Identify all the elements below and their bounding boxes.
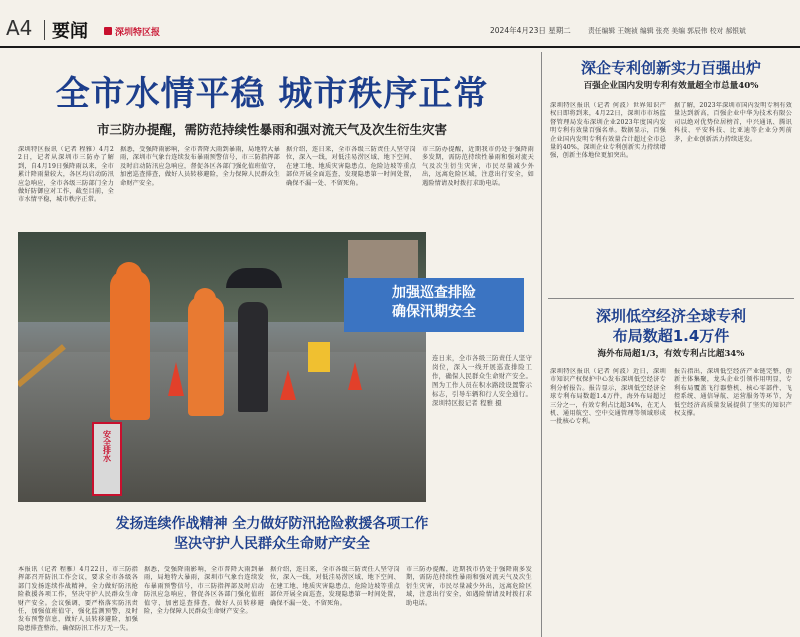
second-title: 发扬连续作战精神 全力做好防汛抢险救援各项工作 (115, 516, 429, 532)
right-bottom-subtitle: 海外布局超1/3，有效专利占比超34% (597, 349, 745, 359)
banner-line-2-display: 确保汛期安全 (392, 304, 476, 320)
right-top-body-1: 深圳特区报讯（记者 何波）世界知识产权日即将到来，4月22日，深圳市市场监督管理局发布深圳企业2023年度国内发明专利有效量百强名单。数据显示，百强企业国内发明专利有效量合计超过全市总量的40%，深圳企业专利创新实力持续增强，创新主体地位更加突出。 (550, 102, 666, 160)
issue-date: 2024年4月23日 星期二 (490, 26, 571, 35)
second-body-1: 本报讯（记者 程雅）4月22日，市三防指挥部召开防汛工作会议，要求全市各级各部门发扬连续作战精神，全力做好防汛抢险救援各项工作，坚决守护人民群众生命财产安全。会议强调，要严格落实防汛责任，加强值班值守，强化监测预警，及时发布预警信息，做好人员转移避险，加强隐患排查整治，确保防汛工作万无一失。 (18, 566, 138, 632)
second-subtitle: 坚决守护人民群众生命财产安全 (174, 536, 370, 552)
editor-credits: 责任编辑 王婉祯 编辑 张亮 美编 郭辰伟 校对 郝银斌 (588, 27, 746, 35)
pedestrian (238, 302, 268, 412)
second-body-4: 市三防办提醒，近期我市仍处于强降雨多发期，需防范持续性暴雨和强对流天气及次生衍生灾害，市民尽量减少外出，远离危险区域，注意出行安全，如遇险情请及时拨打求助电话。 (406, 566, 532, 607)
traffic-cone-2 (280, 370, 296, 400)
photo-banner-text-top (350, 284, 518, 322)
lead-photo (18, 232, 426, 502)
second-headline (12, 514, 532, 554)
lead-subtitle: 市三防办提醒，需防范持续性暴雨和强对流天气及次生衍生灾害 (96, 122, 447, 137)
photo-caption: 连日来，全市各级三防责任人坚守岗位，深入一线开展巡查排险工作，确保人民群众生命财产安全。图为工作人员在积水路段设置警示标志，引导车辆和行人安全通行。 深圳特区报记者 程雅 摄 (432, 354, 532, 407)
worker-1-head (116, 262, 142, 288)
second-body-2: 据悉，受强降雨影响，全市普降大雨到暴雨，局地特大暴雨，深圳市气象台连续发布暴雨预警信号，市三防指挥部及时启动防汛应急响应，督促各区各部门强化值班值守，加密巡查排查，做好人员转移避险，全力保障人民群众生命财产安全。 (144, 566, 264, 616)
right-bottom-headline (548, 306, 794, 361)
lead-body-2: 据介绍，连日来，全市各级三防责任人坚守岗位，深入一线，对低洼易涝区域、地下空间、在建工地、地质灾害隐患点、危险边坡等重点部位开展全面巡查，发现隐患第一时间处置，确保不漏一处、不留死角。 (286, 146, 416, 187)
lead-intro: 深圳特区报讯（记者 程雅）4月22日，记者从深圳市三防办了解到，自4月19日强降雨以来，全市累计降雨量较大，各区均启动防汛应急响应，全市各级三防部门全力做好防御应对工作，截至目前，全市水情平稳，城市秩序正常。 (18, 146, 114, 204)
second-body-3: 据介绍，连日来，全市各级三防责任人坚守岗位，深入一线，对低洼易涝区域、地下空间、在建工地、地质灾害隐患点、危险边坡等重点部位开展全面巡查，发现隐患第一时间处置，确保不漏一处、不留死角。 (270, 566, 400, 607)
warning-board (308, 342, 330, 372)
right-bottom-title: 深圳低空经济全球专利 (595, 307, 746, 325)
right-bottom-body-2: 报告指出，深圳低空经济产业链完整，创新主体集聚，龙头企业引领作用明显，专利布局覆盖飞行器整机、核心零部件、飞控系统、通信导航、运营服务等环节，为低空经济高质量发展提供了坚实的知识产权支撑。 (674, 368, 792, 418)
column-divider (541, 52, 542, 637)
header-rule (0, 46, 800, 48)
traffic-cone-3 (348, 362, 362, 390)
right-bottom-title-2: 布局数超1.4万件 (612, 327, 730, 345)
header-divider (44, 20, 45, 40)
drain-sign (92, 422, 122, 496)
drain-sign-text: 安全排水 (102, 430, 112, 462)
lead-body-1: 据悉，受强降雨影响，全市普降大雨到暴雨，局地特大暴雨，深圳市气象台连续发布暴雨预警信号，市三防指挥部及时启动防汛应急响应，督促各区各部门强化值班值守，加密巡查排查，做好人员转移避险，全力保障人民群众生命财产安全。 (120, 146, 280, 187)
masthead-name: 深圳特区报 (115, 27, 161, 38)
lead-headline (12, 66, 532, 115)
lead-body-3: 市三防办提醒，近期我市仍处于强降雨多发期，需防范持续性暴雨和强对流天气及次生衍生灾害，市民尽量减少外出，远离危险区域，注意出行安全，如遇险情请及时拨打求助电话。 (422, 146, 534, 187)
worker-1 (110, 270, 150, 420)
page-number: A4 (6, 16, 33, 40)
lead-title: 全市水情平稳 城市秩序正常 (55, 74, 489, 114)
right-bottom-body-1: 深圳特区报讯（记者 何波）近日，深圳市知识产权保护中心发布深圳低空经济专利分析报告。报告显示，深圳低空经济全球专利布局数超1.4万件，海外布局超过三分之一，有效专利占比超34%，在无人机、通用航空、空中交通管理等领域形成一批核心专利。 (550, 368, 666, 426)
right-top-body-2: 据了解，2023年深圳市国内发明专利有效量达到新高，百强企业中华为技术有限公司以绝对优势位居榜首，中兴通讯、腾讯科技、平安科技、比亚迪等企业分列前茅，企业创新活力持续迸发。 (674, 102, 792, 143)
right-section-divider (548, 298, 794, 299)
masthead-logo-icon (104, 27, 112, 35)
umbrella-icon (226, 268, 282, 288)
section-name: 要闻 (52, 21, 88, 42)
worker-2 (188, 296, 224, 416)
masthead-badge (104, 24, 172, 38)
worker-2-head (194, 288, 216, 310)
right-top-headline (548, 58, 794, 93)
right-top-title: 深企专利创新实力百强出炉 (580, 59, 761, 77)
banner-line-1-display: 加强巡查排险 (392, 285, 476, 301)
right-top-subtitle: 百强企业国内发明专利有效量超全市总量40% (583, 81, 759, 91)
traffic-cone-1 (168, 362, 184, 396)
